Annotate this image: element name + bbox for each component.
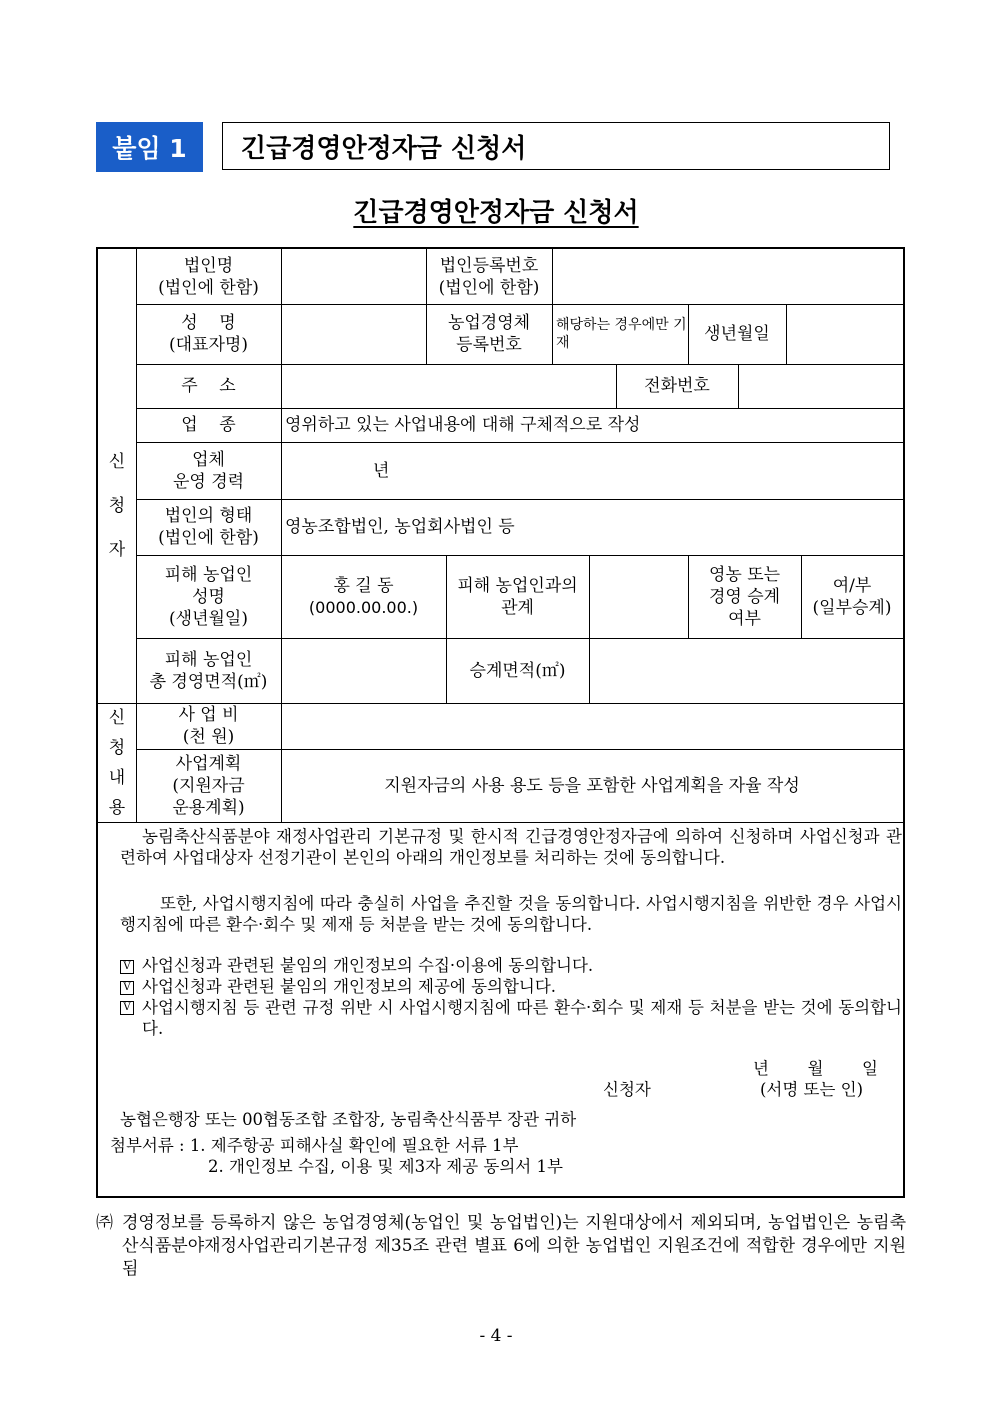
victim-relation-value[interactable] — [589, 555, 688, 638]
phone-label: 전화번호 — [644, 376, 710, 396]
corp-reg-no-value[interactable] — [552, 249, 903, 304]
address-label: 주 소 — [181, 376, 236, 396]
succession-value[interactable]: 여/부 (일부승계) — [812, 575, 892, 618]
succession-area-label: 승계면적(㎡) — [469, 660, 566, 681]
corp-name-label: 법인명 (법인에 한함) — [158, 255, 259, 298]
form-title: 긴급경영안정자금 신청서 — [353, 198, 639, 228]
consent-paragraph-2: 또한, 사업시행지침에 따라 충실히 사업을 추진할 것을 동의합니다. 사업시행지침을 위반한 경우 사업시행지침에 따른 환수·회수 및 제재 등 처분을 받는 것에 동의합니다. — [120, 894, 902, 934]
project-cost-value[interactable] — [281, 703, 903, 749]
victim-relation-label: 피해 농업인과의 관계 — [457, 575, 578, 618]
career-label: 업체 운영 경력 — [172, 449, 245, 492]
attachments-label: 첨부서류 : 1. 제주항공 피해사실 확인에 필요한 서류 1부 — [110, 1136, 519, 1155]
plan-value[interactable]: 지원자금의 사용 용도 등을 포함한 사업계획을 자율 작성 — [384, 775, 800, 796]
birth-label: 생년월일 — [704, 324, 770, 344]
consent-paragraph-1: 농림축산식품분야 재정사업관리 기본규정 및 한시적 긴급경영안정자금에 의하여 신청하며 사업신청과 관련하여 사업대상자 선정기관이 본인의 아래의 개인정보를 처리하는 것에 동의합니다. — [120, 827, 902, 867]
attachment-item-2: 2. 개인정보 수집, 이용 및 제3자 제공 동의서 1부 — [208, 1157, 563, 1176]
addressee: 농협은행장 또는 00협동조합 조합장, 농림축산식품부 장관 귀하 — [120, 1110, 577, 1129]
succession-label: 영농 또는 경영 승계 여부 — [708, 564, 781, 629]
career-value[interactable]: 년 — [373, 460, 390, 481]
consent-check-1[interactable]: V 사업신청과 관련된 붙임의 개인정보의 수집·이용에 동의합니다. — [120, 955, 902, 976]
corp-name-value[interactable] — [281, 249, 426, 304]
section-content-label: 신 청 내 용 — [108, 707, 126, 818]
checkbox-icon[interactable]: V — [120, 960, 134, 974]
checkbox-icon[interactable]: V — [120, 1001, 134, 1015]
consent-check-3[interactable]: V 사업시행지침 등 관련 규정 위반 시 사업시행지침에 따른 환수·회수 및 제재 등 처분을 받는 것에 동의합니다. — [120, 997, 902, 1039]
victim-name-label: 피해 농업인 성명 (생년월일) — [164, 564, 253, 629]
farm-reg-no-label: 농업경영체 등록번호 — [447, 313, 531, 355]
project-cost-label: 사 업 비 (천 원) — [178, 705, 239, 747]
victim-area-label: 피해 농업인 총 경영면적(㎡) — [149, 649, 268, 692]
checkbox-icon[interactable]: V — [120, 981, 134, 995]
name-label: 성 명 (대표자명) — [169, 313, 248, 355]
victim-area-value[interactable] — [281, 638, 446, 703]
sign-date: 년 월 일 — [753, 1059, 878, 1078]
application-form-table — [96, 247, 905, 1198]
footnote: ㈜ 경영정보를 등록하지 않은 농업경영체(농업인 및 농업법인)는 지원대상에서 제외되며, 농업법인은 농림축산식품분야재정사업관리기본규정 제35조 관련 별표 6에 의한 농업법인 지원조건에 적합한 경우에만 지원됨 — [96, 1213, 906, 1279]
victim-name-value[interactable]: 홍 길 동 (0000.00.00.) — [308, 575, 419, 617]
signature-field[interactable]: (서명 또는 인) — [760, 1080, 864, 1099]
business-type-value[interactable]: 영위하고 있는 사업내용에 대해 구체적으로 작성 — [285, 415, 641, 435]
address-value[interactable] — [281, 364, 616, 408]
applicant-label: 신청자 — [603, 1080, 651, 1099]
succession-area-value[interactable] — [589, 638, 903, 703]
consent-check-2[interactable]: V 사업신청과 관련된 붙임의 개인정보의 제공에 동의합니다. — [120, 976, 902, 997]
birth-value[interactable] — [786, 304, 903, 364]
plan-label: 사업계획 (지원자금 운용계획) — [172, 753, 245, 818]
page-number: - 4 - — [479, 1326, 513, 1346]
farm-reg-note: 해당하는 경우에만 기재 — [556, 317, 687, 351]
corp-form-label: 법인의 형태 (법인에 한함) — [158, 506, 259, 548]
phone-value[interactable] — [738, 364, 903, 408]
corp-form-value[interactable]: 영농조합법인, 농업회사법인 등 — [285, 517, 515, 537]
corp-reg-no-label: 법인등록번호 (법인에 한함) — [438, 255, 540, 298]
attachment-badge: 붙임 1 — [96, 122, 203, 172]
name-value[interactable] — [281, 304, 426, 364]
header-title: 긴급경영안정자금 신청서 — [222, 122, 890, 170]
business-type-label: 업 종 — [181, 415, 236, 435]
section-applicant-label: 신 청 자 — [108, 452, 126, 560]
